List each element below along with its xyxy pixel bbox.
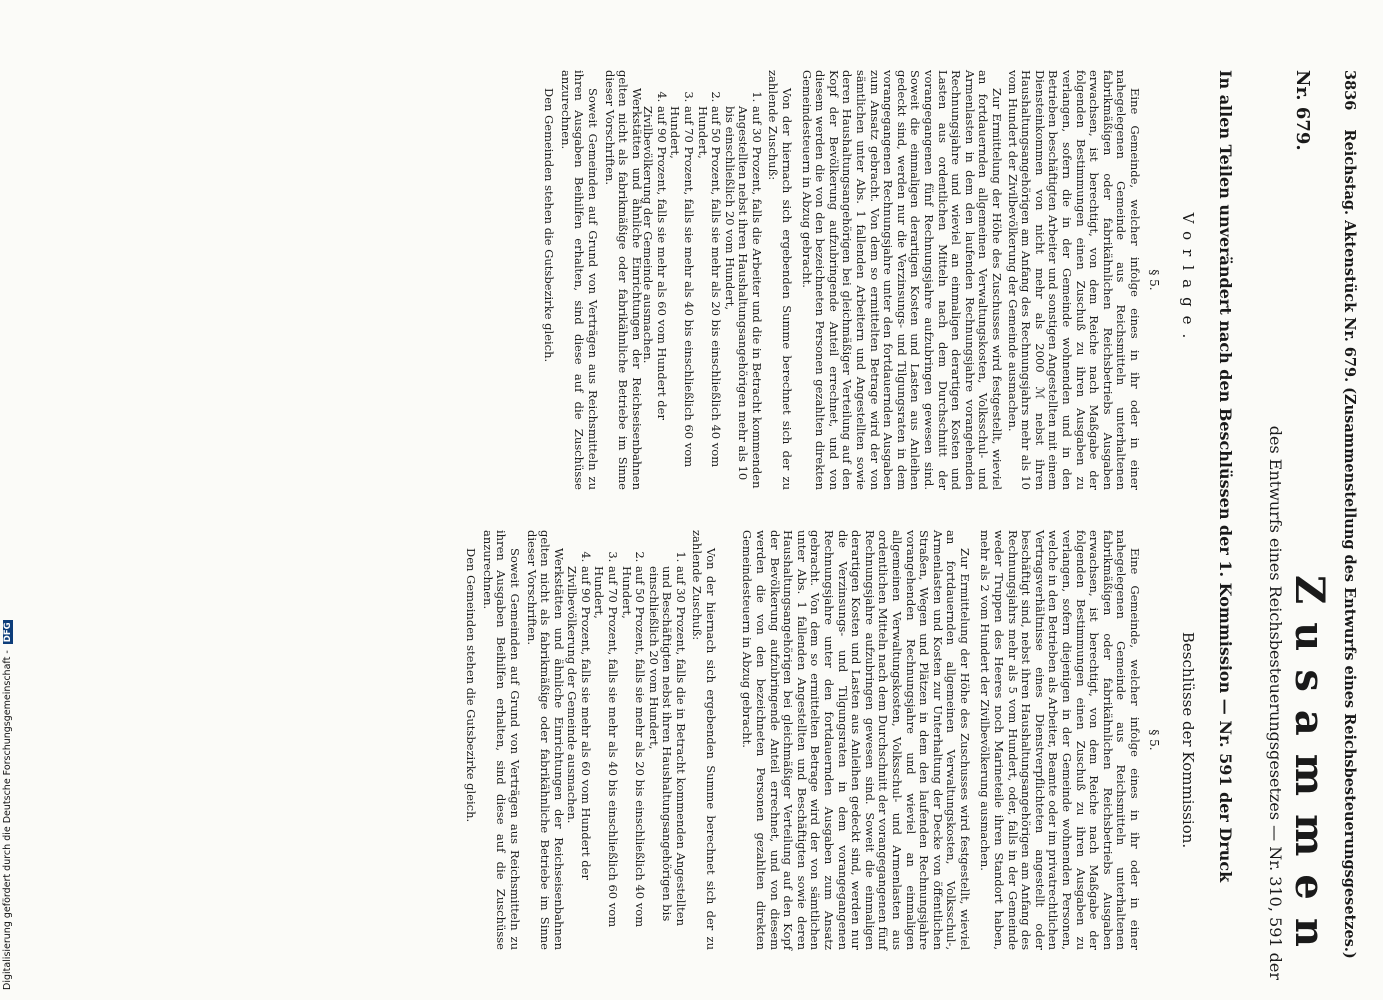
document-number: Nr. 679.: [1292, 70, 1313, 151]
subtitle-commission: In allen Teilen unverändert nach den Beschlüssen der 1. Kommission — Nr. 591 der Druck: [1216, 70, 1235, 883]
subtitle-separator: —: [1266, 825, 1285, 842]
list-item: 3. auf 70 Prozent, falls sie mehr als 40 bis einschließlich 60 vom Hundert,: [592, 566, 619, 950]
dfg-logo: DFG: [3, 622, 13, 643]
list-item: 4. auf 90 Prozent, falls sie mehr als 60 vom Hundert der Zivilbevölkerung der Gemeinde ausmachen.: [641, 106, 668, 490]
right-paragraph-3: Von der hiernach sich ergebenden Summe berechnet sich der zu zahlende Zuschuß:: [690, 530, 718, 950]
right-paragraph-4: Werkstätten und ähnliche Einrichtungen der Reichseisenbahnen gelten nicht als fabrikmäßige oder fabrikähnliche Betriebe im Sinne dieser Vorschriften.: [524, 530, 566, 950]
left-section-mark: § 5.: [1147, 269, 1161, 291]
page-title: Zusammen: [1286, 575, 1333, 965]
left-paragraph-6: Den Gemeinden stehen die Gutsbezirke gleich.: [542, 88, 556, 363]
list-item: 4. auf 90 Prozent, falls sie mehr als 60 vom Hundert der Zivilbevölkerung der Gemeinde ausmachen.: [565, 566, 592, 950]
left-paragraph-3: Von der hiernach sich ergebenden Summe berechnet sich der zu zahlende Zuschuß:: [766, 70, 794, 490]
left-paragraph-5: Soweit Gemeinden auf Grund von Verträgen aus Reichsmitteln zu ihren Ausgaben Beihilfen erhalten, sind diese auf die Zuschüsse anzurechnen.: [558, 70, 600, 490]
subtitle-part-b: Nr. 310, 591 der: [1266, 846, 1285, 980]
right-item-list: [565, 530, 687, 950]
list-item: 2. auf 50 Prozent, falls sie mehr als 20 bis einschließlich 40 vom Hundert,: [619, 566, 646, 950]
right-paragraph-1: Eine Gemeinde, welcher infolge eines in ihr oder in einer nahegelegenen Gemeinde aus Reichsmitteln unterhaltenen fabrikmäßigen oder fabrikähnlichen Reichsbetriebs Ausgaben erwachsen, ist berechtigt, von dem Reiche nach Maßgabe der folgenden Bestimmungen einen Zuschuß zu ihren Ausgaben zu verlangen, sofern diejenigen in der Gemeinde wohnenden Personen, welche in den Betrieben als Arbeiter, Beamte oder im privatrechtlichen Vertragsverhältnisse eines Dienstverpflichteten angestellt oder beschäftigt sind, nebst ihren Haushaltungsangehörigen am Anfang des Rechnungsjahrs mehr als 5 vom Hundert, oder, falls in der Gemeinde weder Truppen des Heeres noch Marineteile ihren Standort haben, mehr als 2 vom Hundert der Zivilbevölkerung ausmachen.: [978, 530, 1142, 950]
list-item: 3. auf 70 Prozent, falls sie mehr als 40 bis einschließlich 60 vom Hundert,: [668, 106, 695, 490]
list-item: 2. auf 50 Prozent, falls sie mehr als 20 bis einschließlich 40 vom Hundert,: [695, 106, 722, 490]
right-section-mark: § 5.: [1147, 729, 1161, 751]
left-paragraph-1: Eine Gemeinde, welcher infolge eines in ihr oder in einer nahegelegenen Gemeinde aus Reichsmitteln unterhaltenen fabrikmäßigen oder fabrikähnlichen Reichsbetriebs Ausgaben erwachsen, ist berechtigt, von dem Reiche nach Maßgabe der folgenden Bestimmungen einen Zuschuß zu ihren Ausgaben zu verlangen, sofern die in der Gemeinde wohnenden und in den Betrieben beschäftigten Arbeiter und sonstigen Angestellten mit einem Diensteinkommen von nicht mehr als 2000 ℳ nebst ihren Haushaltungsangehörigen am Anfang des Rechnungsjahrs mehr als 10 vom Hundert der Zivilbevölkerung der Gemeinde ausmachen.: [1005, 70, 1142, 490]
running-title: Reichstag. Aktenstück Nr. 679. (Zusammenstellung des Entwurfs eines Reichsbesteuerungsgesetzes.): [1341, 129, 1358, 959]
left-column-heading: Vorlage.: [1179, 212, 1197, 348]
page-number: 3836: [1341, 70, 1358, 111]
left-paragraph-4: Werkstätten und ähnliche Einrichtungen der Reichseisenbahnen gelten nicht als fabrikmäßige oder fabrikähnliche Betriebe im Sinne dieser Vorschriften.: [602, 70, 644, 490]
subtitle: [1266, 300, 1285, 980]
list-item: 1. auf 30 Prozent, falls die in Betracht kommenden Angestellten und Beschäftigten nebst ihren Haushaltungsangehörigen bis einschließlich 20 vom Hundert,: [646, 566, 687, 950]
right-paragraph-2: Zur Ermittelung der Höhe des Zuschusses wird festgestellt, wieviel an fortdauernden allgemeinen Verwaltungskosten, Volksschul-, Armenlasten und Kosten zur Unterhaltung der Decke von öffentlichen Straßen, Wegen und Plätzen in dem den laufenden Rechnungsjahre vorangehenden Rechnungsjahre und wieviel an einmaligen allgemeinen Verwaltungskosten, Volksschul- und Armenlasten aus ordentlichen Mitteln nach dem Durchschnitt der vorangegangenen fünf Rechnungsjahre aufzubringen gewesen sind. Soweit die einmaligen derartigen Kosten und Lasten aus Anleihen gedeckt sind, werden nur die Verzinsungs- und Tilgungsraten in dem vorangegangenen Rechnungsjahre unter den fortdauernden Ausgaben zum Ansatz gebracht. Von dem so ermittelten Betrage wird der von sämtlichen unter Abs. 1 fallenden Angestellten und Beschäftigten sowie deren Haushaltungsangehörigen bei gleichmäßiger Verteilung auf den Kopf der Bevölkerung aufzubringende Anteil errechnet, und von diesem werden die von den bezeichneten Personen gezahlten direkten Gemeindesteuern in Abzug gebracht.: [740, 530, 972, 950]
subtitle-part-a: des Entwurfs eines Reichsbesteuerungsgesetzes: [1266, 425, 1285, 821]
right-paragraph-6: Den Gemeinden stehen die Gutsbezirke gleich.: [464, 548, 478, 823]
credit-text: Digitalisierung gefördert durch die Deutsche Forschungsgemeinschaft -: [2, 650, 13, 990]
left-item-list: [641, 70, 763, 490]
right-column-heading: Beschlüsse der Kommission.: [1179, 631, 1197, 849]
list-item: 1. auf 30 Prozent, falls die Arbeiter und die in Betracht kommenden Angestellten nebst ihren Haushaltungsangehörigen mehr als 10 bis einschließlich 20 vom Hundert,: [722, 106, 763, 490]
running-header: [1336, 70, 1358, 959]
right-paragraph-5: Soweit Gemeinden auf Grund von Verträgen aus Reichsmitteln zu ihren Ausgaben Beihilfen erhalten, sind diese auf die Zuschüsse anzurechnen.: [480, 530, 522, 950]
digitization-credit: [2, 590, 16, 990]
left-paragraph-2: Zur Ermittelung der Höhe des Zuschusses wird festgestellt, wieviel an fortdauernden allgemeinen Verwaltungskosten, Volksschul- und Armenlasten in dem den laufenden Rechnungsjahre vorangehenden Rechnungsjahre und wieviel an einmaligen derartigen Kosten und Lasten aus ordentlichen Mitteln nach dem Durchschnitt der vorangegangenen fünf Rechnungsjahre aufzubringen gewesen sind. Soweit die einmaligen derartigen Kosten und Lasten aus Anleihen gedeckt sind, werden nur die Verzinsungs- und Tilgungsraten in dem vorangegangenen Rechnungsjahre unter den fortdauernden Ausgaben zum Ansatz gebracht. Von dem so ermittelten Betrage wird der von sämtlichen unter Abs. 1 fallenden Arbeitern und Angestellten sowie deren Haushaltungsangehörigen bei gleichmäßiger Verteilung auf den Kopf der Bevölkerung aufzubringende Anteil errechnet, und von diesem werden die von den bezeichneten Personen gezahlten direkten Gemeindesteuern in Abzug gebracht.: [799, 70, 1004, 490]
